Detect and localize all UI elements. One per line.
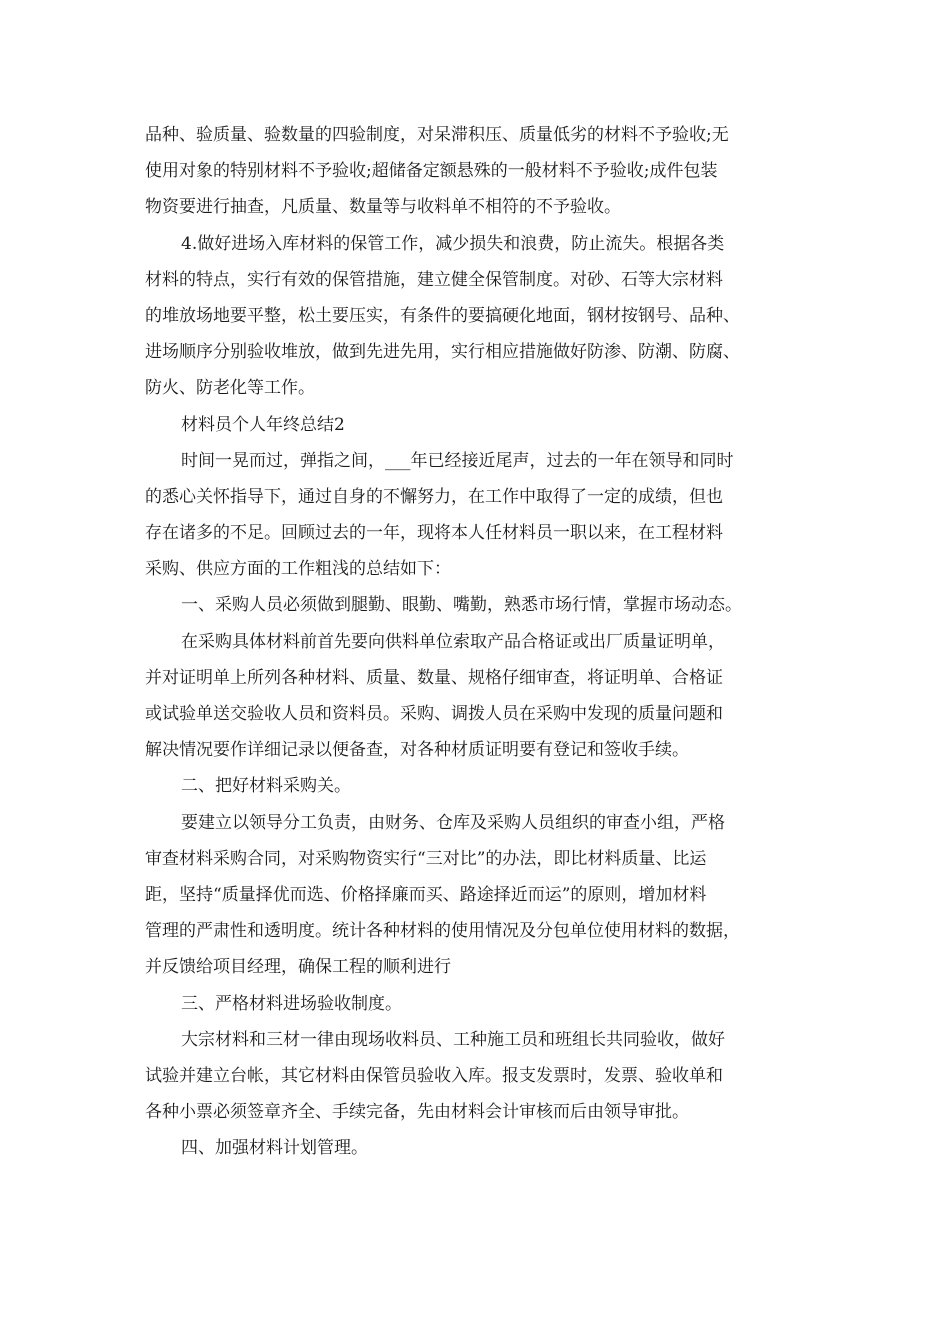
text-line: 一、采购人员必须做到腿勤、眼勤、嘴勤，熟悉市场行情，掌握市场动态。 <box>181 595 742 616</box>
paragraph-storage <box>145 226 805 407</box>
paragraph-acceptance-rules <box>145 117 805 226</box>
text-line: 在采购具体材料前首先要向供料单位索取产品合格证或出厂质量证明单， <box>181 631 725 652</box>
text-line: 并对证明单上所列各种材料、质量、数量、规格仔细审查，将证明单、合格证 <box>145 667 723 688</box>
text-line: 的悉心关怀指导下，通过自身的不懈努力，在工作中取得了一定的成绩，但也 <box>145 486 723 507</box>
section-heading <box>145 407 805 443</box>
text-line: 大宗材料和三材一律由现场收料员、工种施工员和班组长共同验收，做好 <box>181 1029 725 1050</box>
text-line: 二、把好材料采购关。 <box>181 776 351 797</box>
text-line: 材料的特点，实行有效的保管措施，建立健全保管制度。对砂、石等大宗材料 <box>145 269 723 290</box>
paragraph-site-acceptance <box>145 1022 805 1131</box>
text-line: 距，坚持“质量择优而选、价格择廉而买、路途择近而运”的原则，增加材料 <box>145 884 707 905</box>
text-line: 三、严格材料进场验收制度。 <box>181 993 402 1014</box>
point-four-heading <box>145 1130 805 1166</box>
text-line: 试验并建立台帐，其它材料由保管员验收入库。报支发票时，发票、验收单和 <box>145 1065 723 1086</box>
text-line: 防火、防老化等工作。 <box>145 378 315 399</box>
text-line: 存在诸多的不足。回顾过去的一年，现将本人任材料员一职以来，在工程材料 <box>145 523 723 544</box>
text-line: 四、加强材料计划管理。 <box>181 1138 368 1159</box>
text-line: 要建立以领导分工负责，由财务、仓库及采购人员组织的审查小组，严格 <box>181 812 725 833</box>
text-line: 或试验单送交验收人员和资料员。采购、调拨人员在采购中发现的质量问题和 <box>145 704 723 724</box>
heading-line: 材料员个人年终总结2 <box>181 414 345 435</box>
text-line: 采购、供应方面的工作粗浅的总结如下： <box>145 559 451 580</box>
point-one-heading <box>145 587 805 623</box>
point-three-heading <box>145 986 805 1022</box>
text-line: 解决情况要作详细记录以便备查，对各种材质证明要有登记和签收手续。 <box>145 740 689 761</box>
text-line: 物资要进行抽查，凡质量、数量等与收料单不相符的不予验收。 <box>145 197 621 218</box>
text-line: 各种小票必须签章齐全、手续完备，先由材料会计审核而后由领导审批。 <box>145 1102 689 1123</box>
text-line: 品种、验质量、验数量的四验制度，对呆滞积压、质量低劣的材料不予验收;无 <box>145 125 729 145</box>
point-two-heading <box>145 768 805 804</box>
text-line: 时间一晃而过，弹指之间，___年已经接近尾声，过去的一年在领导和同时 <box>181 450 734 471</box>
text-line: 管理的严肃性和透明度。统计各种材料的使用情况及分包单位使用材料的数据， <box>145 921 740 942</box>
text-line: 4.做好进场入库材料的保管工作，减少损失和浪费，防止流失。根据各类 <box>181 233 725 254</box>
text-line: 审查材料采购合同，对采购物资实行“三对比”的办法，即比材料质量、比运 <box>145 848 707 869</box>
text-line: 使用对象的特别材料不予验收;超储备定额悬殊的一般材料不予验收;成件包装 <box>145 161 718 182</box>
paragraph-review-group <box>145 805 805 986</box>
document-page <box>145 117 805 1166</box>
text-line: 并反馈给项目经理，确保工程的顺利进行 <box>145 957 451 978</box>
text-line: 的堆放场地要平整，松土要压实，有条件的要搞硬化地面，钢材按钢号、品种、 <box>145 305 740 326</box>
paragraph-intro <box>145 443 805 588</box>
text-line: 进场顺序分别验收堆放，做到先进先用，实行相应措施做好防渗、防潮、防腐、 <box>145 342 740 363</box>
paragraph-purchase-certificates <box>145 624 805 769</box>
